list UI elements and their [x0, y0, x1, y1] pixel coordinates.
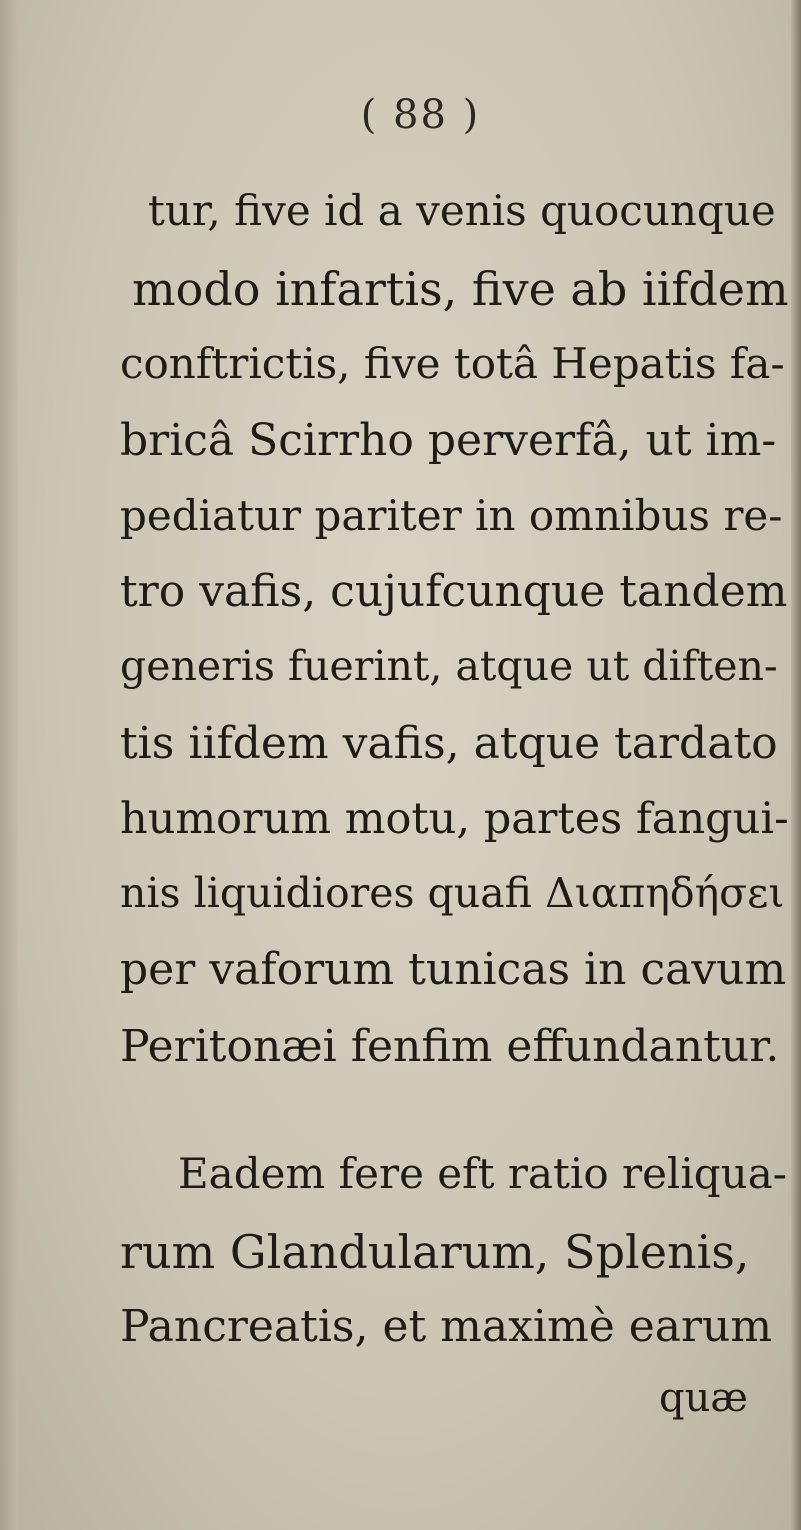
text-line: rum Glandularum, Splenis, [120, 1225, 750, 1279]
text-line: generis fuerint, atque ut diften- [120, 642, 778, 690]
text-line: conftrictis, five totâ Hepatis fa- [120, 339, 785, 388]
page-right-edge [791, 0, 801, 1530]
text-line: Pancreatis, et maximè earum [120, 1301, 773, 1352]
text-line: tur, five id a venis quocunque [148, 186, 776, 235]
text-line: pediatur pariter in omnibus re- [120, 491, 783, 540]
page-number: ( 88 ) [360, 92, 481, 138]
text-line: Eadem fere eft ratio reliqua- [178, 1149, 787, 1198]
text-line: humorum motu, partes fangui- [120, 794, 789, 844]
text-line: Peritonæi fenfim effundantur. [120, 1021, 780, 1072]
page-left-edge [0, 0, 18, 1530]
text-line: bricâ Scirrho perverfâ, ut im- [120, 415, 777, 466]
text-line: per vaforum tunicas in cavum [120, 944, 787, 995]
text-line: tis iifdem vafis, atque tardato [120, 718, 778, 769]
catchword: quæ [659, 1375, 748, 1421]
text-line: nis liquidiores quafi Διαπηδήσει [120, 869, 785, 917]
text-line: tro vafis, cujufcunque tandem [120, 566, 788, 617]
text-line: modo infartis, five ab iifdem [132, 262, 789, 316]
